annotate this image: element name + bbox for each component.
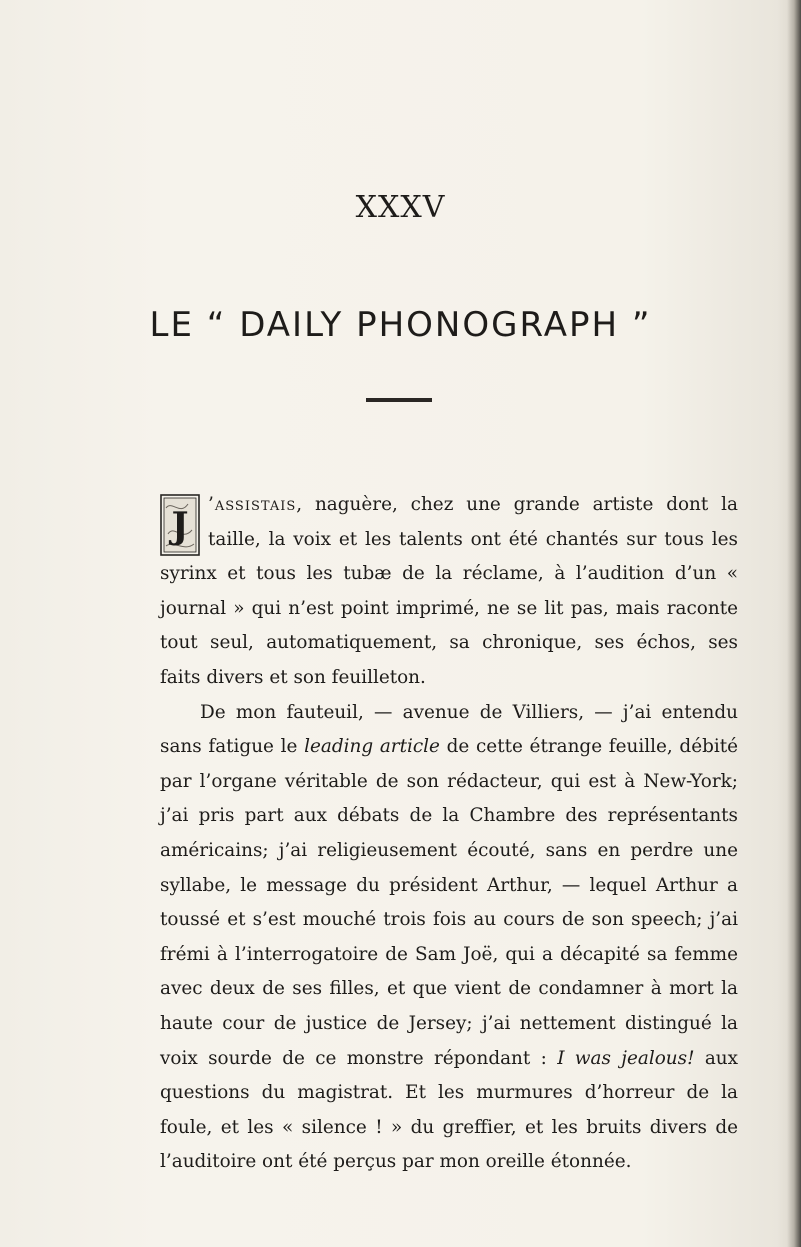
dropcap-j-icon bbox=[160, 494, 200, 556]
chapter-number: XXXV bbox=[355, 190, 446, 225]
paragraph-2-text-a: De mon fauteuil, — avenue de Villiers, — j’ai entendu sans fatigue le bbox=[160, 701, 738, 758]
paragraph-2-italic-2: I was jealous! bbox=[557, 1047, 695, 1069]
paragraph-1 bbox=[160, 488, 738, 696]
paragraph-1-text: , naguère, chez une grande artiste dont la taille, la voix et les talents ont été chantés sur tous les syrinx et tous les tubæ de la réclame, à l’audition d’un « journal » qui n’est point imprimé, ne se lit pas, mais raconte tout seul, automatiquement, sa chronique, ses échos, ses faits divers et son feuilleton. bbox=[160, 494, 738, 688]
paragraph-2-text-c: aux questions du magistrat. Et les murmures d’horreur de la foule, et les « silence ! » du greffier, et les bruits divers de l’auditoire ont été perçus par mon oreille étonnée. bbox=[160, 1047, 738, 1173]
title-rule bbox=[366, 398, 432, 402]
dropcap-letter: J bbox=[171, 505, 189, 547]
paragraph-1-lead: ’assistais bbox=[208, 494, 297, 515]
chapter-body bbox=[160, 488, 738, 1180]
paragraph-2-text-b: de cette étrange feuille, débité par l’organe véritable de son rédacteur, qui est à New-York; j’ai pris part aux débats de la Chambre des représentants américains; j’ai religieusement écouté, sans en perdre une syllabe, le message du président Arthur, — lequel Arthur a toussé et s’est mouché trois fois au cours de son speech; j’ai frémi à l’interrogatoire de Sam Joë, qui a décapité sa femme avec deux de ses filles, et que vient de condamner à mort la haute cour de justice de Jersey; j’ai nettement distingué la voix sourde de ce monstre répondant : bbox=[160, 736, 738, 1069]
chapter-title: LE “ DAILY PHONOGRAPH ” bbox=[149, 305, 652, 345]
paragraph-2 bbox=[160, 696, 738, 1180]
paragraph-2-italic-1: leading article bbox=[304, 736, 440, 758]
page-edge-shadow bbox=[787, 0, 801, 1247]
